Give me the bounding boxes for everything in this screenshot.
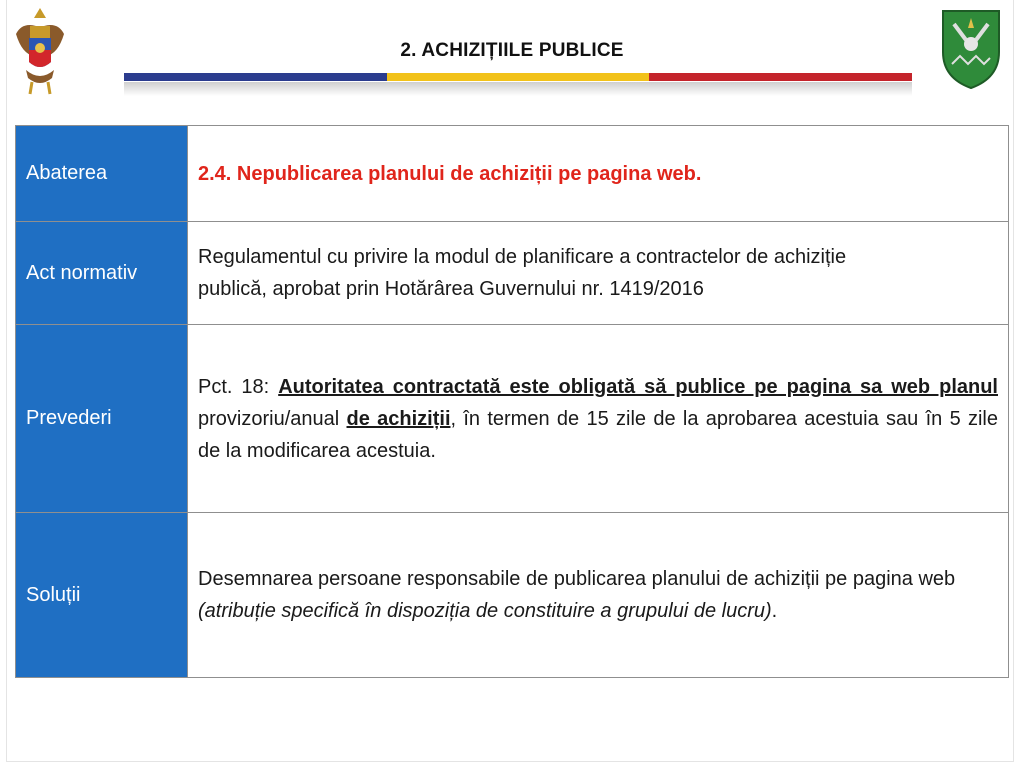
row-value-deviation (188, 126, 1009, 222)
solutions-tail: . (771, 600, 778, 622)
row-label-solutions: Soluții (16, 513, 188, 678)
title-rule-shadow (124, 82, 912, 96)
normative-act-line-2: publică, aprobat prin Hotărârea Guvernului nr. 1419/2016 (198, 278, 704, 300)
table-row-solutions (16, 513, 1009, 678)
rule-segment-red (649, 73, 912, 81)
provisions-mid: provizoriu/anual (198, 407, 347, 430)
table-row-provisions (16, 325, 1009, 513)
solutions-lead: Desemnarea persoane responsabile de publicarea planului de achiziții pe pagina web (198, 568, 956, 590)
row-label-normative-act: Act normativ (16, 222, 188, 325)
row-label-deviation: Abaterea (16, 126, 188, 222)
procurement-deviation-table (15, 125, 1009, 678)
row-label-provisions: Prevederi (16, 325, 188, 513)
row-value-provisions (188, 325, 1009, 513)
table-row-normative-act (16, 222, 1009, 325)
solutions-italic-note: (atribuție specifică în dispoziția de constituire a grupului de lucru) (198, 600, 772, 622)
table-row-deviation (16, 126, 1009, 222)
provisions-emphasis-2: de achiziții (346, 407, 451, 430)
normative-act-line-1: Regulamentul cu privire la modul de planificare a contractelor de achiziție (198, 246, 847, 268)
provisions-tail: , în termen de 15 zile de la aprobarea acestuia sau în 5 zile de la modificarea acestuia. (198, 407, 999, 462)
provisions-emphasis-1: Autoritatea contractată este obligată să publice pe pagina sa web planul (278, 375, 998, 398)
row-value-solutions (188, 513, 1009, 678)
provisions-lead: Pct. 18: (198, 375, 279, 398)
page-title: 2. ACHIZIȚIILE PUBLICE (400, 40, 624, 61)
row-value-normative-act (188, 222, 1009, 325)
rule-segment-blue (124, 73, 387, 81)
deviation-text: 2.4. Nepublicarea planului de achiziții pe pagina web. (198, 162, 702, 185)
title-color-rule (124, 73, 912, 81)
rule-segment-yellow (387, 73, 650, 81)
